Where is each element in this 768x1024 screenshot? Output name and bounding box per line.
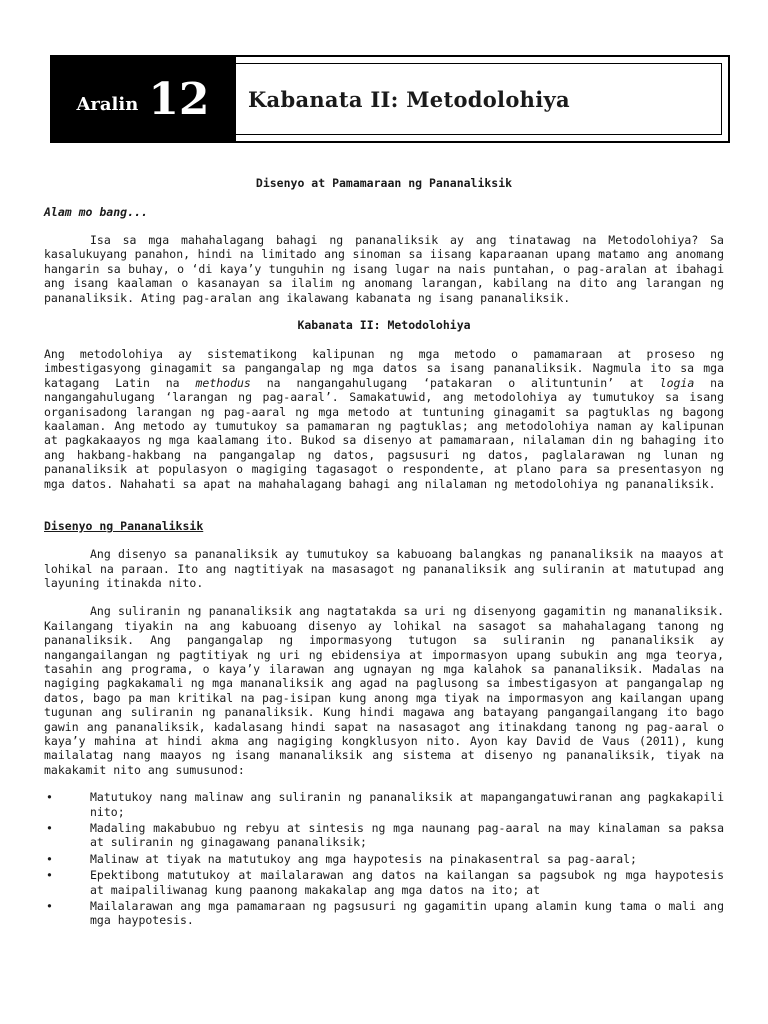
bullet-icon: • <box>46 790 53 805</box>
methodology-text-c: na nangangahulugang ‘larangan ng pag-aaral’. Samakatuwid, ang metodolohiya ay tumutukoy sa isang organisadong larangan ng pag-aaral ng mga metodo at tuntuning ginagamit sa pagtuklas ng bagong kaalaman. Ang metodo ay tumutukoy sa pamamaran ng pagtuklas; ang metodolohiya naman ay kalipunan at pagkakaayos ng mga kaalamang ito. Bukod sa disenyo at pamamaraan, nilalaman din ng bahaging ito ang hakbang-hakbang na pangangalap ng datos, pagsusuri ng datos, paglalarawan ng lunan ng pananaliksik at populasyon o magiging tagasagot o respondente, at plano para sa presentasyon ng mga datos. Nahahati sa apat na mahahalagang bahagi ang nilalaman ng metodolohiya ng pananaliksik. <box>44 375 724 491</box>
list-item: • Malinaw at tiyak na matutukoy ang mga haypotesis na pinakasentral sa pag-aaral; <box>46 851 637 866</box>
methodology-text-b: na nangangahulugang ‘patakaran o alituntunin’ at <box>250 375 660 390</box>
list-item: • Epektibong matutukoy at mailalarawan ang datos na kailangan sa pagsubok ng mga haypotesis at maipaliliwanag kung paanong makakalap ang mga datos na ito; at <box>46 868 724 897</box>
list-item: • Mailalarawan ang mga pamamaraan ng pagsusuri ng gagamitin upang alamin kung tama o mali ang mga haypotesis. <box>46 899 724 928</box>
lesson-word: Aralin <box>76 93 139 115</box>
lesson-banner <box>50 55 730 143</box>
chapter-subtitle: Kabanata II: Metodolohiya <box>297 318 471 333</box>
lesson-number: 12 <box>148 73 210 125</box>
list-item: • Madaling makabubuo ng rebyu at sintesis ng mga naunang pag-aaral na may kinalaman sa paksa at suliranin ng ginagawang pananaliksik; <box>46 821 724 850</box>
bullet-icon: • <box>46 851 53 866</box>
chapter-title-box <box>234 57 728 141</box>
bullet-icon: • <box>46 821 53 835</box>
list-item: • Matutukoy nang malinaw ang suliranin ng pananaliksik at mapangangatuwiranan ang pagkakapili nito; <box>46 790 724 819</box>
term-methodus: methodus <box>195 375 251 390</box>
lesson-label-box <box>52 57 234 141</box>
chapter-title: Kabanata II: Metodolohiya <box>236 63 722 135</box>
document-body <box>44 176 724 930</box>
section-title: Disenyo at Pamamaraan ng Pananaliksik <box>255 176 513 190</box>
design-paragraph-1: Ang disenyo sa pananaliksik ay tumutukoy sa kabuoang balangkas ng pananaliksik na maayos at lohikal na paraan. Ito ang nagtitiyak na masasagot ng pananaliksik ang suliranin at matutupad ang layuning itinakda nito. <box>44 547 724 590</box>
term-logia: logia <box>659 375 695 390</box>
methodology-paragraph <box>44 347 724 491</box>
bullet-icon: • <box>46 868 53 883</box>
bullet-icon: • <box>46 899 53 914</box>
outcomes-list <box>44 790 724 928</box>
intro-subheading: Alam mo bang... <box>44 205 148 219</box>
intro-paragraph: Isa sa mga mahahalagang bahagi ng pananaliksik ay ang tinatawag na Metodolohiya? Sa kasalukuyang panahon, hindi na limitado ang sinoman sa iisang kaparaanan upang matamo ang anomang hangarin sa buhay, o ‘di kaya’y tunguhin ng isang lugar na nais puntahan, o pag-aralan at ibahagi ang isang kaalaman o kasanayan sa ilalim ng anomang larangan, kabilang na dito ang larangan ng pananaliksik. Ating pag-aralan ang ikalawang kabanata ng isang pananaliksik. <box>44 233 724 305</box>
design-paragraph-2: Ang suliranin ng pananaliksik ang nagtatakda sa uri ng disenyong gagamitin ng mananaliksik. Kailangang tiyakin na ang kabuoang disenyo ay lohikal na sasagot sa mahahalagang tanong ng pananaliksik. Ang pangangalap ng impormasyong tutugon sa suliranin ng pananaliksik ay nangangailangan ng pagtitiyak ng uri ng ebidensiya at impormasyon upang subukin ang mga teorya, tasahin ang programa, o kaya’y ilarawan ang ugnayan ng mga kalahok sa pananaliksik. Madalas na nagiging pagkakamali ng mga mananaliksik ang agad na paglusong sa imbestigasyon at pangangalap ng datos, bago pa man kritikal na pag-isipan kung anong mga tiyak na impormasyon ang kailangan upang tugunan ang suliranin ng pananaliksik. Kung hindi magawa ang batayang pangangailangang ito bago gawin ang pananaliksik, kadalasang hindi sapat na nasasagot ang itinakdang tanong ng pag-aaral o kaya’y mahina at hindi akma ang nagiging kongklusyon nito. Ayon kay David de Vaus (2011), kung mailalatag nang maayos ng isang mananaliksik ang sistema at disenyo ng pananaliksik, tiyak na makakamit nito ang sumusunod: <box>44 604 724 777</box>
design-heading: Disenyo ng Pananaliksik <box>44 519 204 534</box>
methodology-text-a: Ang metodolohiya ay sistematikong kalipunan ng mga metodo o pamamaraan at proseso ng imbestigasyong ginagamit sa pangangalap ng mga datos sa isang pananaliksik. Nagmula ito sa mga katagang Latin na <box>44 347 724 390</box>
